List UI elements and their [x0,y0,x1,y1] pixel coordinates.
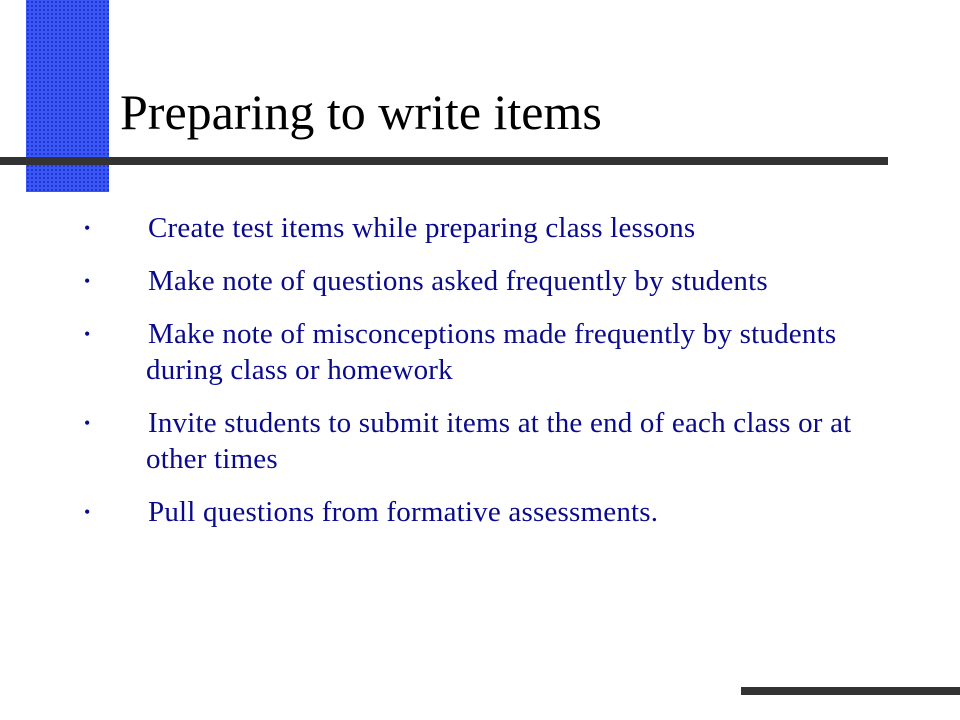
bullet-dot-icon: • [84,218,91,238]
bullet-item [84,263,884,299]
bullet-list [84,210,884,547]
bullet-dot-icon: • [84,502,91,522]
title-underline-rule [0,157,888,165]
bullet-item [84,405,884,477]
footer-rule [741,687,960,695]
bullet-text: Invite students to submit items at the end of each class or at other times [146,407,852,475]
bullet-item [84,494,884,530]
bullet-text: Create test items while preparing class lessons [148,212,696,244]
bullet-item [84,210,884,246]
bullet-dot-icon: • [84,324,91,344]
bullet-dot-icon: • [84,271,91,291]
bullet-text: Pull questions from formative assessments. [148,496,659,528]
bullet-dot-icon: • [84,413,91,433]
bullet-text: Make note of questions asked frequently by students [148,265,768,297]
bullet-text: Make note of misconceptions made frequently by students during class or homework [146,318,837,386]
bullet-item [84,316,884,388]
slide-title: Preparing to write items [120,84,602,140]
